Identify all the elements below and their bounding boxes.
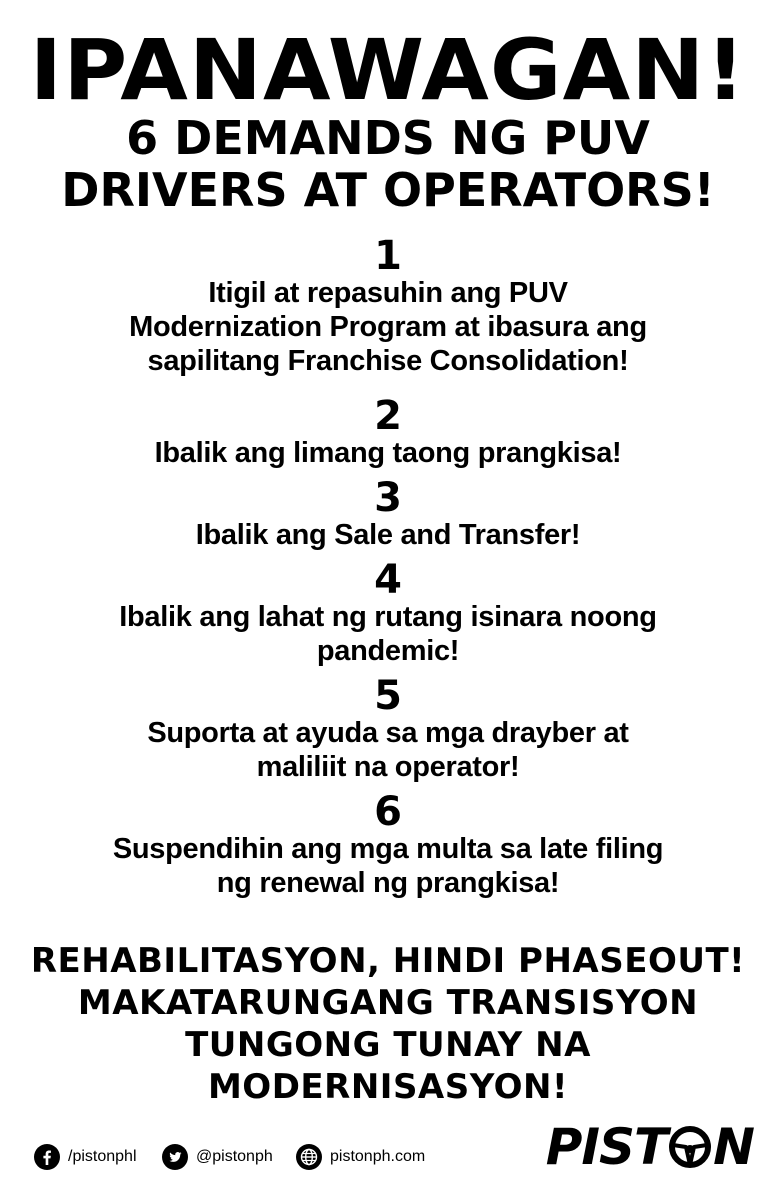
- facebook-icon: [34, 1144, 60, 1170]
- demand-number: 3: [374, 475, 402, 521]
- closing-line-3: TUNGONG TUNAY NA: [185, 1025, 591, 1065]
- demand-item-3: [68, 475, 708, 552]
- demand-text-line: Modernization Program at ibasura ang: [129, 311, 647, 343]
- demand-number: 2: [374, 393, 402, 439]
- demand-item-2: [68, 393, 708, 470]
- demand-text-line: maliliit na operator!: [256, 751, 520, 783]
- demand-item-1: [68, 233, 708, 378]
- logo-text-right: N: [713, 1118, 754, 1176]
- demand-text-line: Suspendihin ang mga multa sa late filing: [112, 833, 664, 865]
- subtitle-line-1: 6 DEMANDS NG PUV: [126, 111, 650, 165]
- demand-number: 4: [374, 557, 402, 603]
- demand-text-line: Ibalik ang limang taong prangkisa!: [154, 437, 622, 469]
- facebook-handle: /pistonphl: [68, 1148, 137, 1165]
- demand-text-line: pandemic!: [316, 635, 460, 667]
- globe-icon: [296, 1144, 322, 1170]
- closing-line-4: MODERNISASYON!: [207, 1067, 569, 1107]
- facebook-link[interactable]: [34, 1144, 137, 1170]
- piston-logo: [546, 1118, 754, 1176]
- demand-text-line: Ibalik ang Sale and Transfer!: [195, 519, 581, 551]
- demand-item-6: [68, 789, 708, 900]
- demand-number: 5: [374, 673, 402, 719]
- subtitle-line-2: DRIVERS AT OPERATORS!: [61, 163, 715, 217]
- closing-line-2: MAKATARUNGANG TRANSISYON: [77, 983, 699, 1023]
- demand-text-line: sapilitang Franchise Consolidation!: [147, 345, 629, 377]
- closing-line-1: REHABILITASYON, HINDI PHASEOUT!: [30, 941, 746, 981]
- steering-wheel-icon: [668, 1125, 712, 1169]
- demand-number: 1: [374, 233, 402, 279]
- logo-text-left: PIST: [545, 1118, 668, 1176]
- footer: [34, 1118, 754, 1176]
- demand-text-line: ng renewal ng prangkisa!: [216, 867, 560, 899]
- demand-text-line: Suporta at ayuda sa mga drayber at: [147, 717, 629, 749]
- twitter-icon: [162, 1144, 188, 1170]
- website-link[interactable]: [296, 1144, 425, 1170]
- demand-text-line: Itigil at repasuhin ang PUV: [208, 277, 568, 309]
- poster-subtitle: [0, 112, 776, 216]
- website-url: pistonph.com: [330, 1148, 426, 1165]
- twitter-handle: @pistonph: [196, 1148, 273, 1165]
- demand-item-4: [68, 557, 708, 668]
- demand-number: 6: [374, 789, 402, 835]
- twitter-link[interactable]: [162, 1144, 273, 1170]
- demand-item-5: [68, 673, 708, 784]
- demand-text-line: Ibalik ang lahat ng rutang isinara noong: [119, 601, 657, 633]
- poster-title: IPANAWAGAN!: [29, 21, 747, 119]
- closing-slogan: [0, 940, 776, 1108]
